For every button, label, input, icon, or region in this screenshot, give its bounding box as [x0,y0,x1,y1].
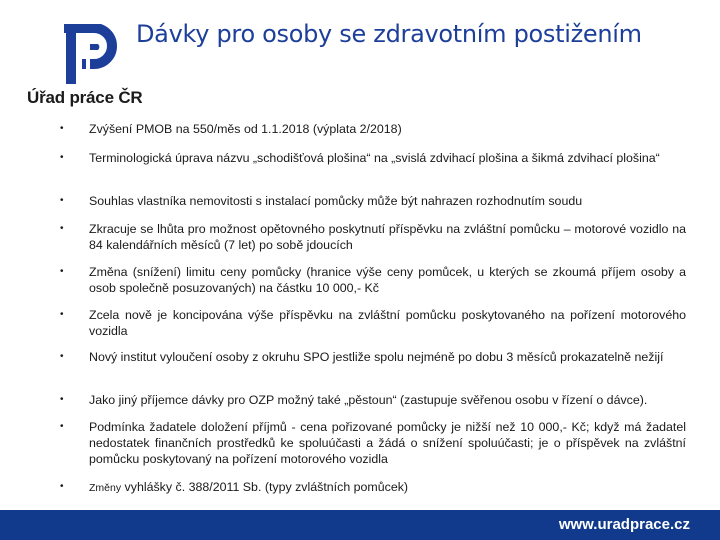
bullet-marker: • [60,351,64,362]
bullet-marker: • [60,195,64,206]
bullet-text [89,479,686,496]
bullet-text: Zkracuje se lhůta pro možnost opětovného poskytnutí příspěvku na zvláštní pomůcku – motorové vozidlo na 84 kalendářních měsíců (7 let) po sobě jdoucích [89,222,686,252]
bullet-marker: • [60,266,64,277]
organization-name: Úřad práce ČR [27,88,143,107]
bullet-marker: • [60,481,64,492]
footer-bar [0,510,720,540]
bullet-text: Zvýšení PMOB na 550/měs od 1.1.2018 (výplata 2/2018) [89,122,402,136]
bullet-marker: • [60,123,64,134]
bullet-text: Jako jiný příjemce dávky pro OZP možný také „pěstoun“ (zastupuje svěřenou osobu v řízení o dávce). [89,393,648,407]
bullet-text: Zcela nově je koncipována výše příspěvku na zvláštní pomůcku poskytovaného na pořízení motorového vozidla [89,308,686,338]
bullet-marker: • [60,309,64,320]
page-title: Dávky pro osoby se zdravotním postižením [136,20,642,48]
bullet-text-rest: vyhlášky č. 388/2011 Sb. (typy zvláštních pomůcek) [124,480,409,494]
bullet-text: Nový institut vyloučení osoby z okruhu SPO jestliže spolu nejméně po dobu 3 měsíců prokazatelně nežijí [89,350,664,364]
bullet-marker: • [60,394,64,405]
bullet-text: Podmínka žadatele doložení příjmů - cena pořizované pomůcky je nižší než 10 000,- Kč; když má žadatel nedostatek finančních prostředků ke spoluúčasti a žádá o snížení spoluúčasti; je o příspěvek na zvláštní pomůcku poskytovaný na pořízení motorového vozidla [89,420,686,466]
footer-url[interactable]: www.uradprace.cz [558,516,690,533]
bullet-marker: • [60,152,64,163]
bullet-marker: • [60,223,64,234]
bullet-text: Terminologická úprava názvu „schodišťová plošina“ na „svislá zdvihací plošina a šikmá zdvihací plošina“ [89,151,660,165]
bullet-text: Změna (snížení) limitu ceny pomůcky (hranice výše ceny pomůcek, u kterých se zkoumá příjem osoby a osob společně posuzovaných) na částku 10 000,- Kč [89,265,686,295]
bullet-marker: • [60,421,64,432]
bullet-text: Souhlas vlastníka nemovitosti s instalací pomůcky může být nahrazen rozhodnutím soudu [89,194,583,208]
bullet-prefix: Změny [89,482,122,494]
